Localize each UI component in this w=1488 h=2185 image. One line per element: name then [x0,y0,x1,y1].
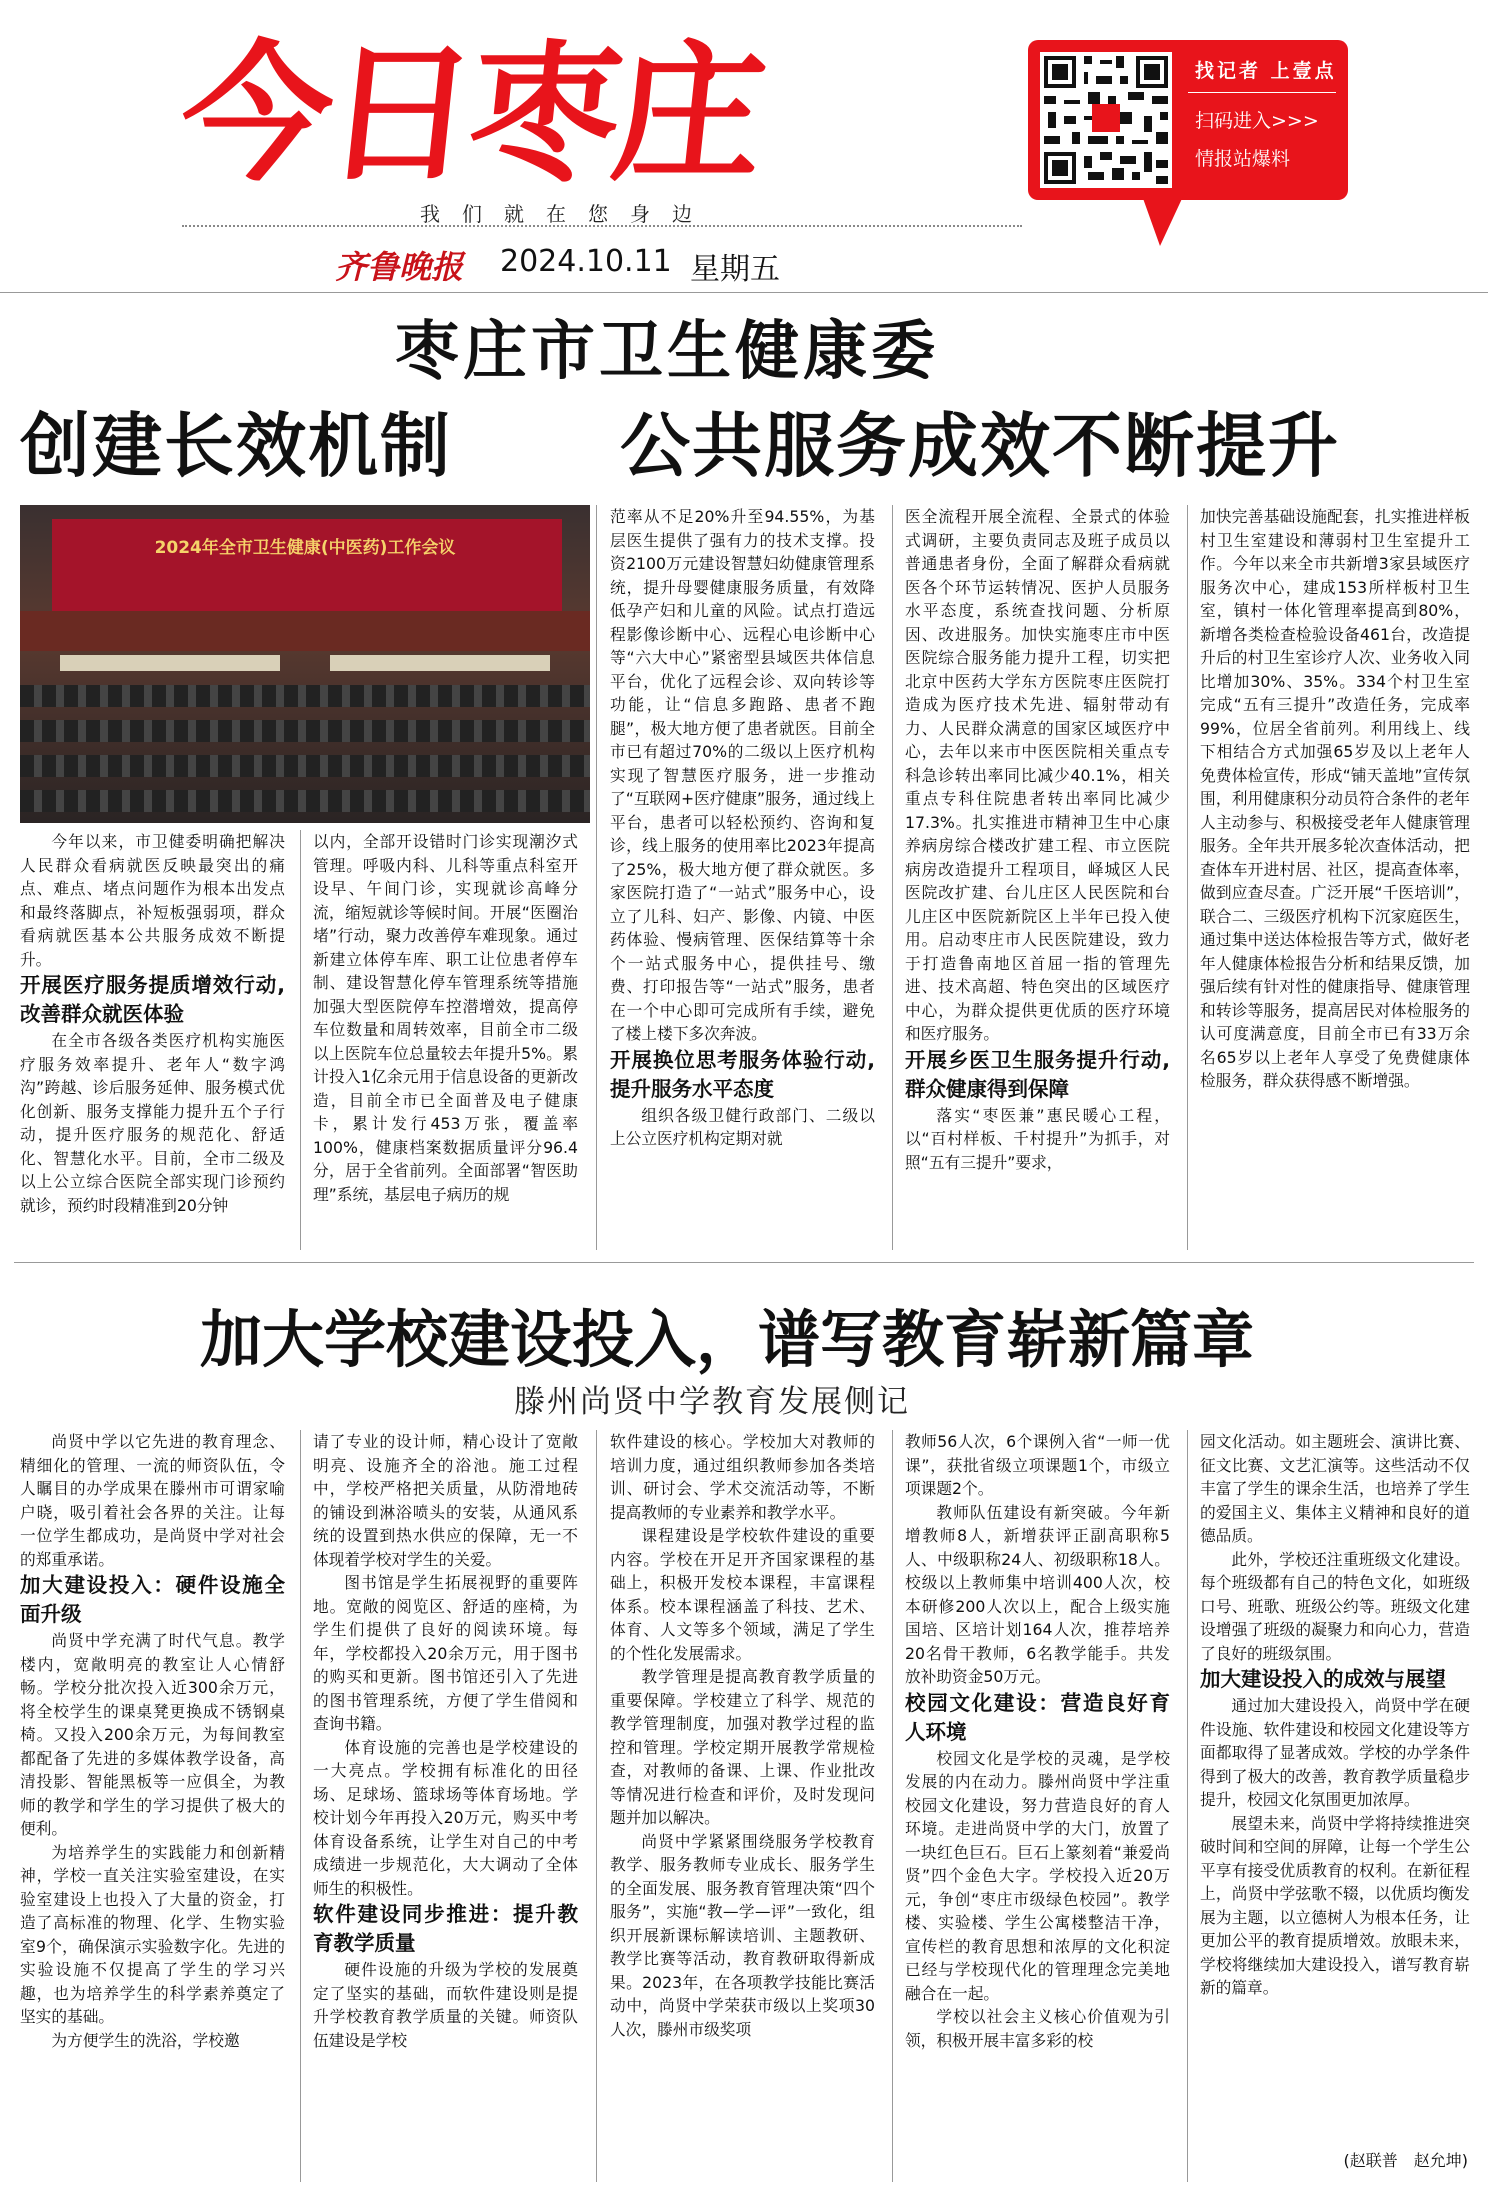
article2-subheadline: 滕州尚贤中学教育发展侧记 [514,1384,910,1420]
column-rule [892,505,893,1250]
qr-promo-line3: 情报站爆料 [1195,148,1291,170]
photo-desk [60,655,280,671]
column-rule [1187,505,1188,1250]
qr-promo-line1: 找记者 上壹点 [1195,60,1337,82]
paragraph: 教学管理是提高教育教学质量的重要保障。学校建立了科学、规范的教学管理制度，加强对教学过程的监控和管理。学校定期开展教学常规检查，对教师的备课、上课、作业批改等情况进行检查和评价，及时发现问题并加以解决。 [610,1667,875,1827]
subheading: 加大建设投入：硬件设施全面升级 [20,1573,285,1626]
article1-column3 [610,505,875,1250]
paragraph: 范率从不足20%升至94.55%，为基层医生提供了强有力的技术支撑。投资2100万元建设智慧妇幼健康管理系统，提升母婴健康服务质量，有效降低孕产妇和儿童的风险。试点打造远程影像诊断中心、远程心电诊断中心等“六大中心”紧密型县域医共体信息平台，优化了远程会诊、双向转诊等功能，让“信息多跑路、患者不跑腿”，极大地方便了患者就医。目前全市已有超过70%的二级以上医疗机构实现了智慧医疗服务，进一步推动了“互联网+医疗健康”服务，通过线上平台，患者可以轻松预约、咨询和复诊，线上服务的使用率比2023年提高了25%，极大地方便了群众就医。多家医院打造了“一站式”服务中心，设立了儿科、妇产、影像、内镜、中医药体验、慢病管理、医保结算等十余个一站式服务中心，提供挂号、缴费、打印报告等“一站式”服务，患者在一个中心即可完成所有手续，避免了楼上楼下多次奔波。 [610,507,875,1043]
article1-headline-line1: 枣庄市卫生健康委 [395,314,939,389]
paragraph: 请了专业的设计师，精心设计了宽敞明亮、设施齐全的浴池。施工过程中，学校严格把关质量，从防滑地砖的铺设到淋浴喷头的安装，从通风系统的设置到热水供应的保障，无一不体现着学校对学生的关爱。 [313,1432,578,1569]
subheading: 软件建设同步推进：提升教育教学质量 [313,1902,578,1955]
paragraph: 尚贤中学以它先进的教育理念、精细化的管理、一流的师资队伍，令人瞩目的办学成果在滕州市可谓家喻户晓，吸引着社会各界的关注。让每一位学生都成功，是尚贤中学对社会的郑重承诺。 [20,1432,285,1569]
column-rule [892,1430,893,2182]
paragraph: 为方便学生的洗浴，学校邀 [51,2030,240,2050]
paragraph: 为培养学生的实践能力和创新精神，学校一直关注实验室建设，在实验室建设上也投入了大量的资金，打造了高标准的物理、化学、生物实验室9个，确保演示实验数字化。先进的实验设施不仅提高了学生的学习兴趣，也为培养学生的科学素养奠定了坚实的基础。 [20,1842,285,2026]
header-dotted-divider [182,225,1022,227]
paragraph: 体育设施的完善也是学校建设的一大亮点。学校拥有标准化的田径场、足球场、篮球场等体育场地。学校计划今年再投入20万元，购买中考体育设备系统，让学生对自己的中考成绩进一步规范化，大大调动了全体师生的积极性。 [313,1737,578,1898]
subheading: 开展换位思考服务体验行动,提升服务水平态度 [610,1047,875,1101]
paragraph: 以内，全部开设错时门诊实现潮汐式管理。呼吸内科、儿科等重点科室开设早、午间门诊，实现就诊高峰分流，缩短就诊等候时间。开展“医圈治堵”行动，聚力改善停车难现象。通过新建立体停车库、职工让位患者停车制、建设智慧化停车管理系统等措施加强大型医院停车控潜增效，提高停车位数量和周转效率，目前全市二级以上医院车位总量较去年提升5%。累计投入1亿余元用于信息设备的更新改造，目前全市已全面普及电子健康卡，累计发行453万张，覆盖率100%，健康档案数据质量评分96.4分，居于全省前列。全面部署“智医助理”系统，基层电子病历的规 [313,832,578,1204]
photo-stage [20,611,590,651]
subheading: 加大建设投入的成效与展望 [1200,1667,1446,1691]
article2-column2 [313,1430,578,2182]
column-rule [1187,1430,1188,2182]
article1-headline-line2b: 公共服务成效不断提升 [620,404,1340,487]
article2-column3 [610,1430,875,2182]
paragraph: 图书馆是学生拓展视野的重要阵地。宽敞的阅览区、舒适的座椅，为学生们提供了良好的阅读环境。每年，学校都投入20余万元，用于图书的购买和更新。图书馆还引入了先进的图书管理系统，方便了学生借阅和查询书籍。 [313,1573,578,1733]
article2-headline: 加大学校建设投入，谱写教育崭新篇章 [200,1303,1255,1376]
paragraph: 课程建设是学校软件建设的重要内容。学校在开足开齐国家课程的基础上，积极开发校本课程，丰富课程体系。校本课程涵盖了科技、艺术、体育、人文等多个领域，满足了学生的个性化发展需求。 [610,1526,875,1663]
publication-weekday: 星期五 [690,252,780,287]
masthead-logo: 今日枣庄 [172,28,768,202]
article1-headline-line2a: 创建长效机制 [20,404,452,487]
article2-column4 [905,1430,1170,2182]
paragraph: 尚贤中学紧紧围绕服务学校教育教学、服务教师专业成长、服务学生的全面发展、服务教育管理决策“四个服务”，实施“教—学—评”一致化，组织开展新课标解读培训、主题教研、教学比赛等活动，教育教研取得新成果。2023年，在各项教学技能比赛活动中，尚贤中学荣获市级以上奖项30人次，滕州市级奖项 [610,1831,875,2039]
column-rule [300,1430,301,2182]
article2-byline: (赵联普 赵允坤) [1343,2151,1468,2170]
slogan: 我们就在您身边 [420,202,714,226]
photo-banner-text: 2024年全市卫生健康(中医药)工作会议 [154,538,456,558]
paragraph: 在全市各级各类医疗机构实施医疗服务效率提升、老年人“数字鸿沟”跨越、诊后服务延伸、服务模式优化创新、服务支撑能力提升五个子行动，提升医疗服务的规范化、舒适化、智慧化水平。目前，全市二级及以上公立综合医院全部实现门诊预约就诊，预约时段精准到20分钟 [20,1031,285,1215]
photo-audience-row [20,755,590,777]
paragraph: 今年以来，市卫健委明确把解决人民群众看病就医反映最突出的痛点、难点、堵点问题作为根本出发点和最终落脚点，补短板强弱项，群众看病就医基本公共服务成效不断提升。 [20,832,285,969]
article1-column1 [20,830,285,1250]
paragraph: 展望未来，尚贤中学将持续推进突破时间和空间的屏障，让每一个学生公平享有接受优质教育的权利。在新征程上，尚贤中学弦歌不辍，以优质均衡发展为主题，以立德树人为根本任务，让更加公平的教育提质增效。放眼未来，学校将继续加大建设投入，谱写教育崭新的篇章。 [1200,1813,1470,1997]
paragraph: 加快完善基础设施配套，扎实推进样板村卫生室建设和薄弱村卫生室提升工作。今年以来全市共新增3家县域医疗服务次中心，建成153所样板村卫生室，镇村一体化管理率提高到80%，新增各类检查检验设备461台，改造提升后的村卫生室诊疗人次、业务收入同比增加30%、35%。334个村卫生室完成“五有三提升”改造任务，完成率99%，位居全省前列。利用线上、线下相结合方式加强65岁及以上老年人免费体检宣传，形成“铺天盖地”宣传氛围，利用健康积分动员符合条件的老年人主动参与、积极接受老年人健康管理服务。全年共开展多轮次查体活动，把查体车开进村居、社区，提高查体率，做到应查尽查。广泛开展“千医培训”，联合二、三级医疗机构下沉家庭医生，通过集中送达体检报告等方式，做好老年人健康体检报告分析和结果反馈，加强后续有针对性的健康指导、健康管理和转诊等服务，提高居民对体检服务的认可度满意度，目前全市已有33万余名65岁以上老年人享受了免费健康体检服务，群众获得感不断增强。 [1200,507,1470,1090]
column-rule [596,505,597,1250]
section-separator [14,1262,1474,1263]
photo-audience-row [20,790,590,812]
photo-desk [330,655,550,671]
subheading: 开展乡医卫生服务提升行动,群众健康得到保障 [905,1047,1170,1101]
article1-column2 [313,830,578,1250]
paragraph: 此外，学校还注重班级文化建设。每个班级都有自己的特色文化，如班级口号、班歌、班级公约等。班级文化建设增强了班级的凝聚力和向心力，营造了良好的班级氛围。 [1200,1549,1470,1663]
column-rule [596,1430,597,2182]
paragraph: 组织各级卫健行政部门、二级以上公立医疗机构定期对就 [610,1105,875,1148]
article2-column5 [1200,1430,1470,2145]
column-rule [300,830,301,1250]
paragraph: 园文化活动。如主题班会、演讲比赛、征文比赛、文艺汇演等。这些活动不仅丰富了学生的课余生活，也培养了学生的爱国主义、集体主义精神和良好的道德品质。 [1200,1432,1470,1545]
article1-column5 [1200,505,1470,1250]
paragraph: 落实“枣医兼”惠民暖心工程，以“百村样板、千村提升”为抓手，对照“五有三提升”要求， [905,1105,1170,1172]
paper-name-logo: 齐鲁晚报 [335,248,464,286]
paragraph: 医全流程开展全流程、全景式的体验式调研，主要负责同志及班子成员以普通患者身份，全面了解群众看病就医各个环节运转情况、医护人员服务水平态度，系统查找问题、分析原因、改进服务。加快实施枣庄市中医医院综合服务能力提升工程，切实把北京中医药大学东方医院枣庄医院打造成为医疗技术先进、辐射带动有力、人民群众满意的国家区域医疗中心，去年以来市中医医院相关重点专科急诊转出率同比减少40.1%，相关重点专科住院患者转出率同比减少17.3%。扎实推进市精神卫生中心康养病房综合楼改扩建工程、市立医院病房改造提升工程项目，峄城区人民医院改扩建、台儿庄区人民医院和台儿庄区中医院新院区上半年已投入使用。启动枣庄市人民医院建设，致力于打造鲁南地区首屈一指的管理先进、技术高超、特色突出的区域医疗中心，为群众提供更优质的医疗环境和医疗服务。 [905,507,1170,1043]
article1-column4 [905,505,1170,1250]
paragraph: 通过加大建设投入，尚贤中学在硬件设施、软件建设和校园文化建设等方面都取得了显著成效。学校的办学条件得到了极大的改善，教育教学质量稳步提升，校园文化氛围更加浓厚。 [1200,1696,1470,1809]
publication-date: 2024.10.11 [500,244,672,279]
photo-audience-row [20,720,590,742]
paragraph: 学校以社会主义核心价值观为引领，积极开展丰富多彩的校 [905,2007,1170,2050]
photo-audience-row [20,685,590,707]
subheading: 开展医疗服务提质增效行动,改善群众就医体验 [20,973,285,1026]
article2-column1 [20,1430,285,2182]
conference-photo [20,505,590,823]
paragraph: 尚贤中学充满了时代气息。教学楼内，宽敞明亮的教室让人心情舒畅。学校分批次投入近300余万元，将全校学生的课桌凳更换成不锈钢桌椅。又投入200余万元，为每间教室都配备了先进的多媒体教学设备，高清投影、智能黑板等一应俱全，为教师的教学和学生的学习提供了极大的便利。 [20,1631,285,1838]
paragraph: 教师队伍建设有新突破。今年新增教师8人，新增获评正副高职称5人、中级职称24人、初级职称18人。校级以上教师集中培训400人次，校本研修200人次以上，配合上级实施国培、区培计划164人次，推荐培养20名骨干教师，6名教学能手。共发放补助资金50万元。 [905,1502,1170,1686]
qr-code-icon[interactable] [1040,52,1172,188]
paragraph: 硬件设施的升级为学校的发展奠定了坚实的基础，而软件建设则是提升学校教育教学质量的关键。师资队伍建设是学校 [313,1960,578,2050]
subheading: 校园文化建设：营造良好育人环境 [905,1690,1170,1744]
qr-promo-tail [1140,190,1186,246]
qr-promo-divider [1188,92,1336,93]
paragraph: 教师56人次，6个课例入省“一师一优课”，获批省级立项课题1个，市级立项课题2个。 [905,1432,1170,1498]
qr-promo-line2[interactable]: 扫码进入>>> [1195,110,1319,132]
paragraph: 校园文化是学校的灵魂，是学校发展的内在动力。滕州尚贤中学注重校园文化建设，努力营造良好的育人环境。走进尚贤中学的大门，放置了一块红色巨石。巨石上篆刻着“兼爱尚贤”四个金色大字。学校投入近20万元，争创“枣庄市级绿色校园”。教学楼、实验楼、学生公寓楼整洁干净，宣传栏的教育思想和浓厚的文化积淀已经与学校现代化的管理理念完美地融合在一起。 [905,1748,1170,2003]
header-separator [0,292,1488,293]
paragraph: 软件建设的核心。学校加大对教师的培训力度，通过组织教师参加各类培训、研讨会、学术交流活动等，不断提高教师的专业素养和教学水平。 [610,1432,875,1522]
